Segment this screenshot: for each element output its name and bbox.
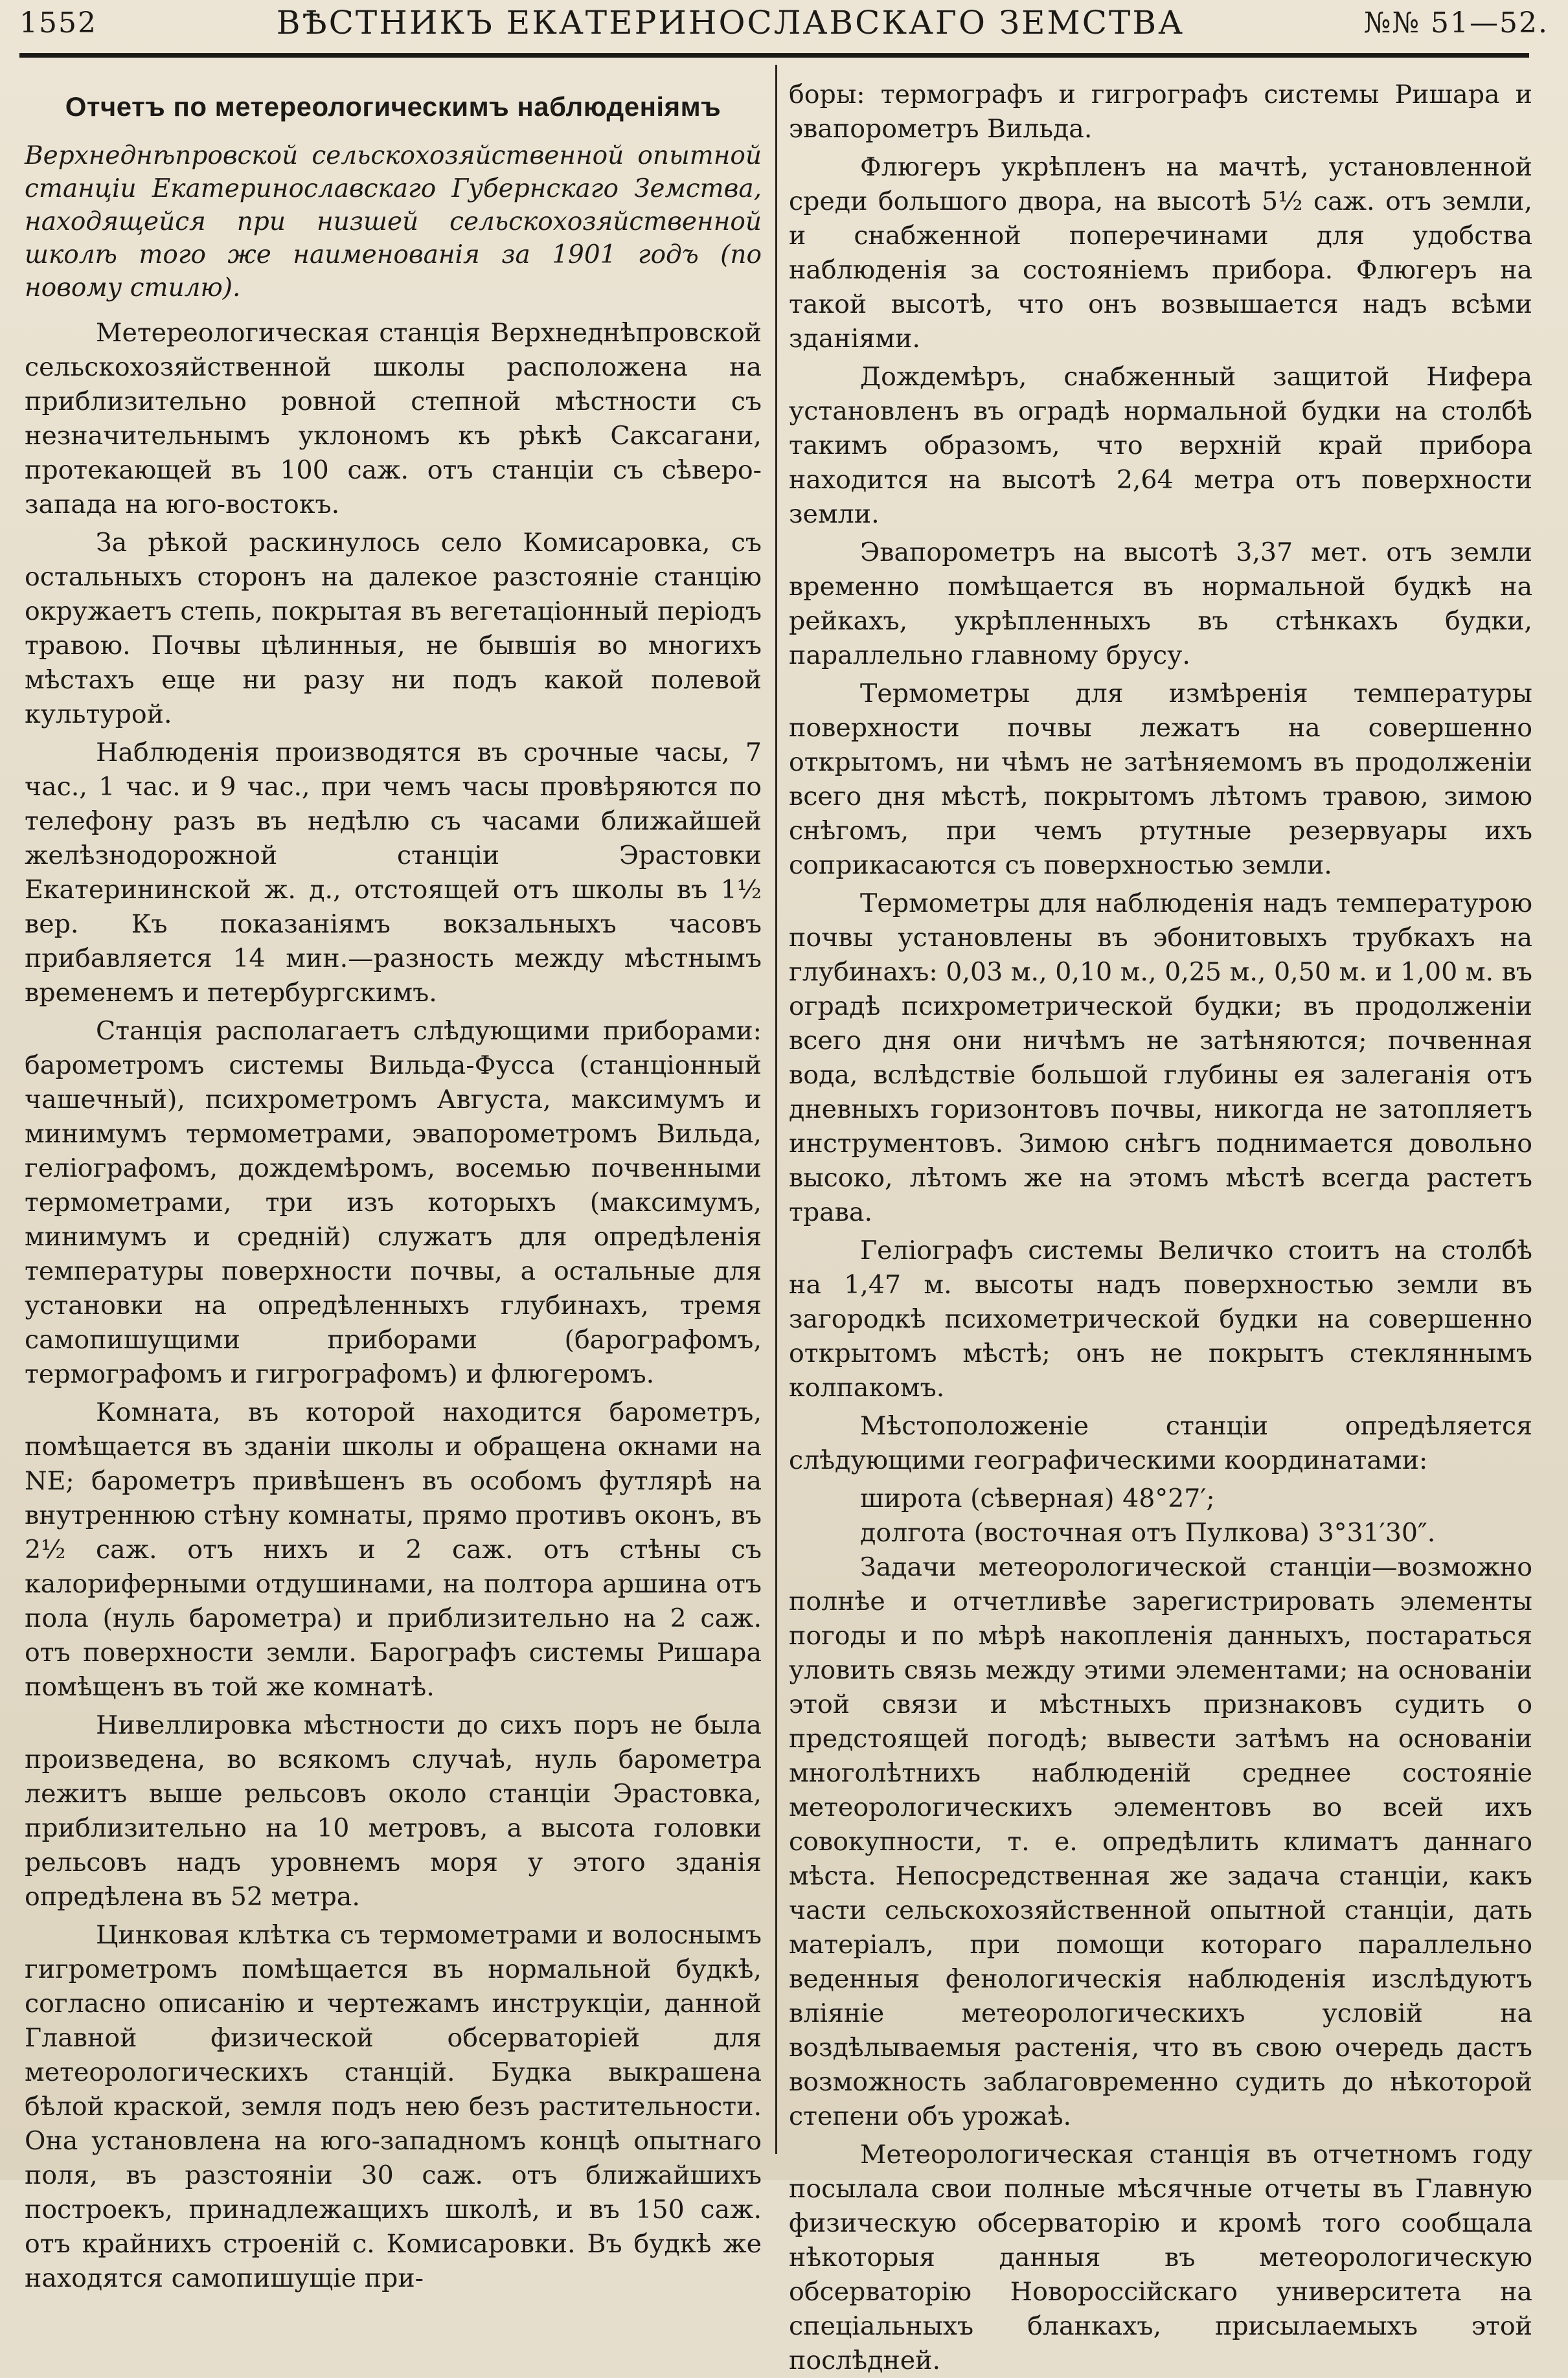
journal-title: ВѢСТНИКЪ ЕКАТЕРИНОСЛАВСКАГО ЗЕМСТВА — [276, 4, 1185, 41]
paragraph: Флюгеръ укрѣпленъ на мачтѣ, установленной среди большого двора, на высотѣ 5½ саж. отъ земли, и снабженной поперечинами для удобства наблюденія за состояніемъ прибора. Флюгеръ на такой высотѣ, что онъ возвышается надъ всѣми зданіями. — [789, 152, 1532, 354]
article-title: Отчетъ по метереологическимъ наблюденіямъ — [65, 91, 722, 122]
paragraph-continuation: боры: термографъ и гигрографъ системы Ришара и эвапорометръ Вильда. — [789, 80, 1532, 144]
paragraph: Нивеллировка мѣстности до сихъ поръ не была произведена, во всякомъ случаѣ, нуль барометра лежитъ выше рельсовъ около станціи Эрастовка, приблизительно на 10 метровъ, а высота головки рельсовъ надъ уровнемъ моря у этого зданія опредѣлена въ 52 метра. — [25, 1710, 762, 1912]
paragraph: Эвапорометръ на высотѣ 3,37 мет. отъ земли временно помѣщается въ нормальной будкѣ на рейкахъ, укрѣпленныхъ въ стѣнкахъ будки, параллельно главному брусу. — [789, 538, 1532, 670]
issue-number: №№ 51—52. — [1363, 6, 1549, 40]
paragraph: Наблюденія производятся въ срочные часы, 7 час., 1 час. и 9 час., при чемъ часы провѣряются по телефону разъ въ недѣлю съ часами ближайшей желѣзнодорожной станціи Эрастовки Екатерининской ж. д., отстоящей отъ школы въ 1½ вер. Къ показаніямъ вокзальныхъ часовъ прибавляется 14 мин.—разность между мѣстнымъ временемъ и петербургскимъ. — [25, 738, 762, 1008]
paragraph: Станція располагаетъ слѣдующими приборами: барометромъ системы Вильда-Фусса (станціонный чашечный), психрометромъ Августа, максимумъ и минимумъ термометрами, эвапорометромъ Вильда, геліографомъ, дождемѣромъ, восемью почвенными термометрами, три изъ которыхъ (максимумъ, минимумъ и средній) служатъ для опредѣленія температуры поверхности почвы, а остальные для установки на опредѣленныхъ глубинахъ, тремя самопишущими приборами (барографомъ, термографомъ и гигрографомъ) и флюгеромъ. — [25, 1016, 762, 1389]
paragraph: Метеорологическая станція въ отчетномъ году посылала свои полные мѣсячные отчеты въ Главную физическую обсерваторію и кромѣ того сообщала нѣкоторыя данныя въ метеорологическую обсерваторію Новороссійскаго университета на спеціальныхъ бланкахъ, присылаемыхъ этой послѣдней. — [789, 2140, 1532, 2375]
paragraph: Геліографъ системы Величко стоитъ на столбѣ на 1,47 м. высоты надъ поверхностью земли въ загородкѣ психометрической будки на совершенно открытомъ мѣстѣ; онъ не покрытъ стекляннымъ колпакомъ. — [789, 1236, 1532, 1403]
paragraph: Цинковая клѣтка съ термометрами и волоснымъ гигрометромъ помѣщается въ нормальной будкѣ, согласно описанію и чертежамъ инструкціи, данной Главной физической обсерваторіей для метеорологическихъ станцій. Будка выкрашена бѣлой краской, земля подъ нею безъ растительности. Она установлена на юго-западномъ концѣ опытнаго поля, въ разстояніи 30 саж. отъ ближайшихъ построекъ, принадлежащихъ школѣ, и въ 150 саж. отъ крайнихъ строеній с. Комисаровки. Въ будкѣ же находятся самопишущіе при- — [25, 1920, 762, 2293]
paragraph: Мѣстоположеніе станціи опредѣляется слѣдующими географическими координатами: — [789, 1411, 1532, 1475]
paragraph: Метереологическая станція Верхнеднѣпровской сельскохозяйственной школы расположена на приблизительно ровной степной мѣстности съ незначительнымъ уклономъ къ рѣкѣ Саксагани, протекающей въ 100 саж. отъ станціи съ сѣверо-запада на юго-востокъ. — [25, 318, 762, 519]
paragraph: Дождемѣръ, снабженный защитой Нифера установленъ въ оградѣ нормальной будки на столбѣ такимъ образомъ, что верхній край прибора находится на высотѣ 2,64 метра отъ поверхности земли. — [789, 362, 1532, 529]
paragraph: Задачи метеорологической станціи—возможно полнѣе и отчетливѣе зарегистрировать элементы погоды и по мѣрѣ накопленія данныхъ, постараться уловить связь между этими элементами; на основаніи этой связи и мѣстныхъ признаковъ судить о предстоящей погодѣ; вывести затѣмъ на основаніи многолѣтнихъ наблюденій среднее состояніе метеорологическихъ элементовъ во всей ихъ совокупности, т. е. опредѣлить климатъ даннаго мѣста. Непосредственная же задача станціи, какъ части сельскохозяйственной опытной станціи, дать матеріалъ, при помощи котораго параллельно веденныя фенологическія наблюденія изслѣдуютъ вліяніе метеорологическихъ условій на воздѣлываемыя растенія, что въ свою очередь дастъ возможность заблаговременно судить до нѣкоторой степени объ урожаѣ. — [789, 1552, 1532, 2131]
column-divider — [775, 65, 777, 2154]
coordinate-longitude: долгота (восточная отъ Пулкова) 3°31′30″. — [860, 1518, 1436, 1548]
coordinate-latitude: широта (сѣверная) 48°27′; — [860, 1484, 1215, 1513]
header-rule — [19, 53, 1529, 58]
paragraph: Комната, въ которой находится барометръ, помѣщается въ зданіи школы и обращена окнами на NE; барометръ привѣшенъ въ особомъ футлярѣ на внутреннюю стѣну комнаты, прямо противъ оконъ, въ 2½ саж. отъ нихъ и 2 саж. отъ стѣны съ калориферными отдушинами, на полтора аршина отъ пола (нуль барометра) и приблизительно на 2 саж. отъ поверхности земли. Барографъ системы Ришара помѣщенъ въ той же комнатѣ. — [25, 1398, 762, 1702]
right-column — [789, 78, 1532, 2375]
left-column — [25, 78, 762, 2293]
article-subtitle: Верхнеднѣпровской сельскохозяйственной опытной станціи Екатеринославскаго Губернскаго Земства, находящейся при низшей сельскохозяйственной школѣ того же наименованія за 1901 годъ (по новому стилю). — [25, 141, 762, 302]
page-number: 1552 — [19, 6, 97, 40]
page-header — [19, 0, 1549, 45]
paragraph: Термометры для измѣренія температуры поверхности почвы лежатъ на совершенно открытомъ, ни чѣмъ не затѣняемомъ въ продолженіи всего дня мѣстѣ, покрытомъ лѣтомъ травою, зимою снѣгомъ, при чемъ ртутные резервуары ихъ соприкасаются съ поверхностью земли. — [789, 679, 1532, 880]
paragraph: Термометры для наблюденія надъ температурою почвы установлены въ эбонитовыхъ трубкахъ на глубинахъ: 0,03 м., 0,10 м., 0,25 м., 0,50 м. и 1,00 м. въ оградѣ психрометрической будки; въ продолженіи всего дня они ничѣмъ не затѣняются; почвенная вода, вслѣдствіе большой глубины ея залеганія отъ дневныхъ горизонтовъ почвы, никогда не затопляетъ инструментовъ. Зимою снѣгъ поднимается довольно высоко, лѣтомъ же на этомъ мѣстѣ всегда растетъ трава. — [789, 889, 1532, 1227]
paragraph: За рѣкой раскинулось село Комисаровка, съ остальныхъ сторонъ на далекое разстояніе станцію окружаетъ степь, покрытая въ вегетаціонный періодъ травою. Почвы цѣлинныя, не бывшія во многихъ мѣстахъ еще ни разу ни подъ какой полевой культурой. — [25, 528, 762, 729]
